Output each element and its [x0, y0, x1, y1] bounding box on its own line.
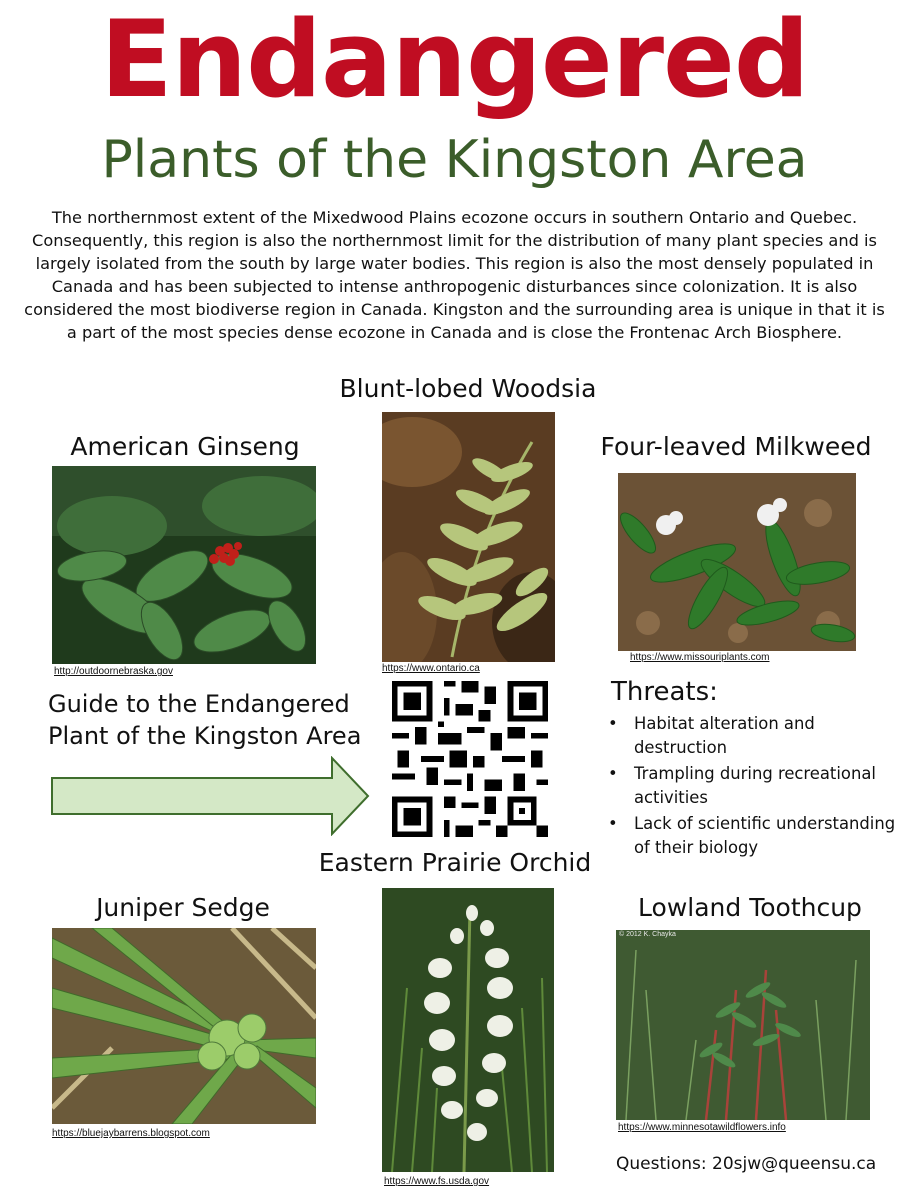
- threat-item: • Trampling during recreational activities: [608, 764, 876, 807]
- threats-list: [608, 712, 903, 862]
- threats-heading: Threats:: [611, 677, 718, 707]
- guide-caption: Guide to the Endangered Plant of the Kingston Area: [48, 690, 362, 750]
- threat-item: • Lack of scientific understanding of their biology: [608, 814, 896, 857]
- questions-contact: Questions: 20sjw@queensu.ca: [616, 1154, 877, 1174]
- sedge-credit[interactable]: https://bluejaybarrens.blogspot.com: [52, 1128, 210, 1139]
- milkweed-credit[interactable]: https://www.missouriplants.com: [630, 652, 770, 663]
- sedge-title: Juniper Sedge: [96, 893, 270, 922]
- bullet-icon: •: [608, 814, 618, 833]
- ginseng-credit[interactable]: http://outdoornebraska.gov: [54, 666, 173, 677]
- bullet-icon: •: [608, 764, 618, 783]
- poster-subtitle: Plants of the Kingston Area: [101, 130, 808, 190]
- sedge-photo: [52, 928, 316, 1124]
- toothcup-watermark: © 2012 K. Chayka: [619, 931, 676, 938]
- woodsia-photo: [382, 412, 555, 662]
- toothcup-title: Lowland Toothcup: [638, 893, 862, 922]
- toothcup-credit[interactable]: https://www.minnesotawildflowers.info: [618, 1122, 786, 1133]
- woodsia-credit[interactable]: https://www.ontario.ca: [382, 663, 480, 674]
- woodsia-title: Blunt-lobed Woodsia: [339, 374, 597, 403]
- bullet-icon: •: [608, 714, 618, 733]
- ginseng-photo: [52, 466, 316, 664]
- ginseng-title: American Ginseng: [70, 432, 300, 461]
- intro-paragraph: The northernmost extent of the Mixedwood Plains ecozone occurs in southern Ontario and Quebec. Consequently, this region is also the northernmost limit for the distribution of many plant species and is largely isolated from the south by large water bodies. This region is also the most densely populated in Canada and has been subjected to intense anthropogenic disturbances since colonization. It is also considered the most biodiverse region in Canada. Kingston and the surrounding area is unique in that it is a part of the most species dense ecozone in Canada and is close the Frontenac Arch Biosphere.: [24, 208, 885, 342]
- threat-item: • Habitat alteration and destruction: [608, 714, 815, 757]
- orchid-title: Eastern Prairie Orchid: [318, 848, 592, 877]
- arrow-to-qr-icon: [50, 756, 372, 836]
- milkweed-photo: [618, 473, 856, 651]
- orchid-photo: [382, 888, 554, 1172]
- poster-title: Endangered: [100, 0, 809, 121]
- orchid-credit[interactable]: https://www.fs.usda.gov: [384, 1176, 490, 1187]
- toothcup-photo: [616, 930, 870, 1120]
- qr-code[interactable]: [386, 675, 554, 843]
- milkweed-title: Four-leaved Milkweed: [600, 432, 872, 461]
